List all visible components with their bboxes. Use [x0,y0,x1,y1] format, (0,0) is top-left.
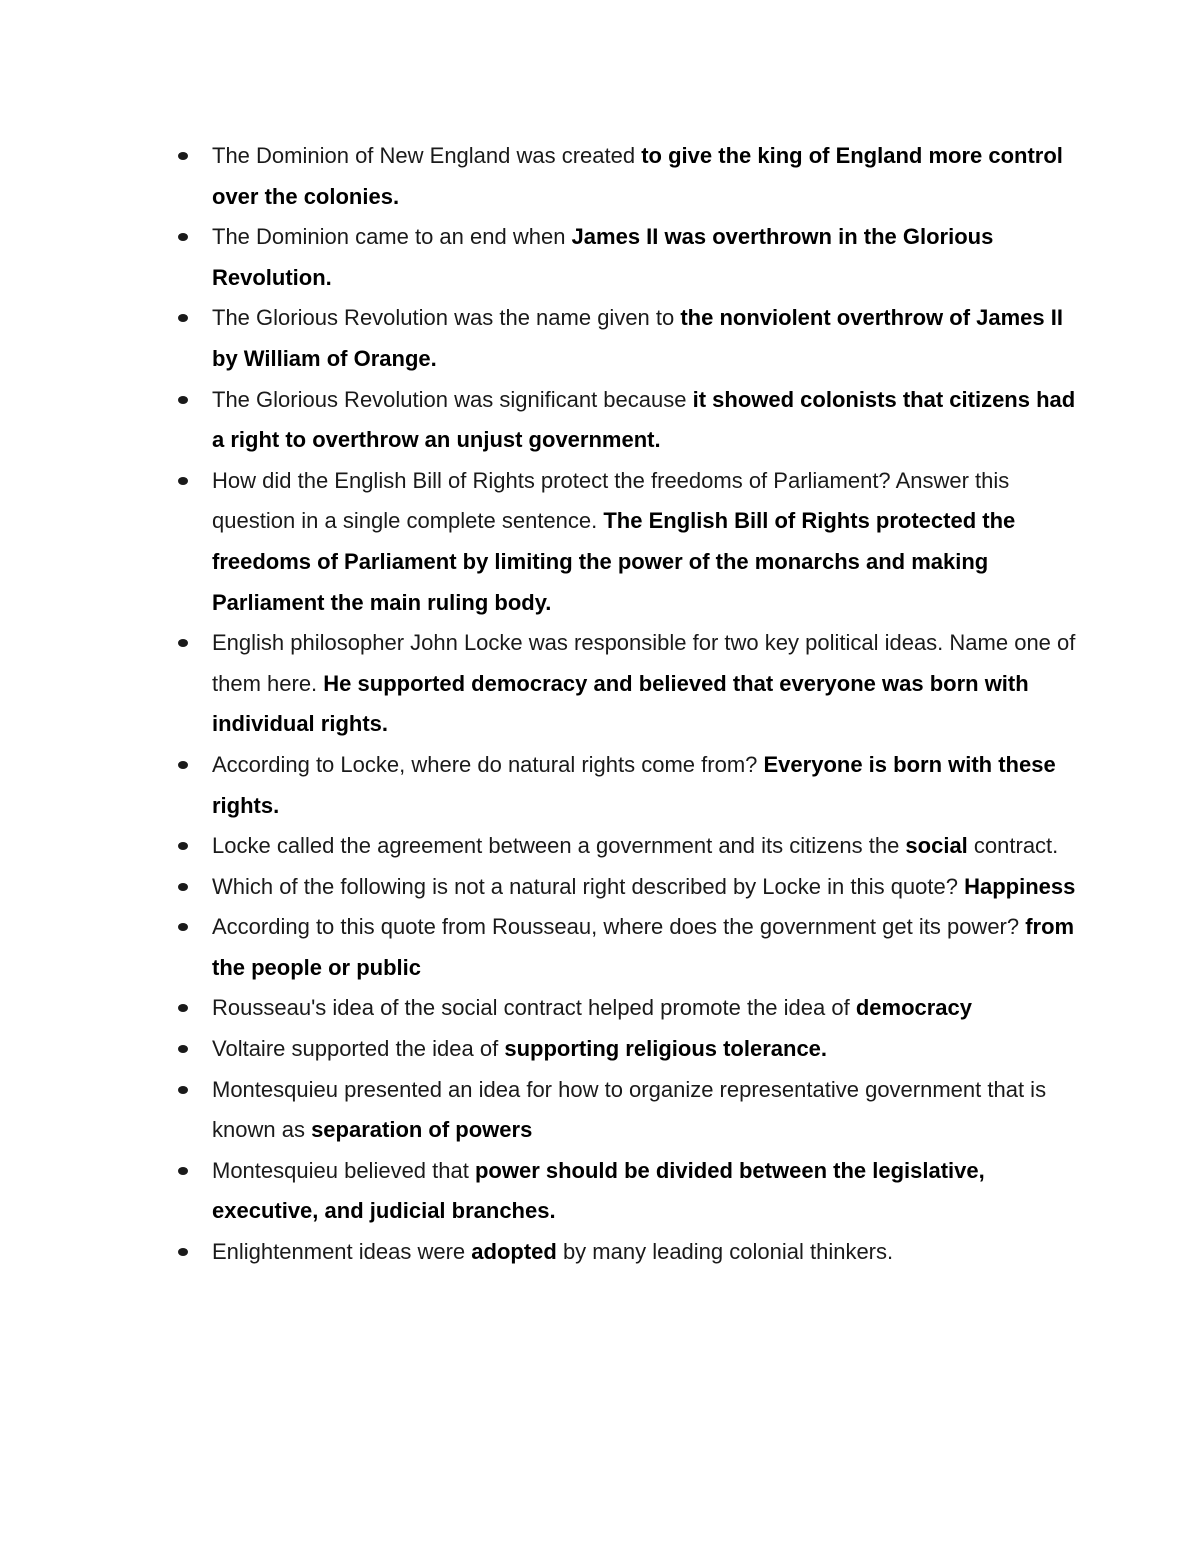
bullet-icon [178,1004,188,1012]
bullet-icon [178,842,188,850]
note-item [212,136,1082,217]
note-item [212,988,1082,1029]
note-prompt: According to Locke, where do natural rights come from? [212,751,764,777]
note-prompt: Locke called the agreement between a government and its citizens the [212,833,906,859]
note-item [212,380,1082,461]
note-answer: democracy [855,995,973,1021]
note-answer: power should be divided between the legislative, executive, and judicial branches. [212,1157,985,1224]
bullet-icon [178,477,188,485]
note-item [212,1029,1082,1070]
note-answer: the nonviolent overthrow of James II by William of Orange. [212,305,1063,371]
note-prompt: The Dominion came to an end when [212,224,572,250]
note-answer: He supported democracy and believed that everyone was born with individual rights. [212,670,1029,737]
note-tail: by many leading colonial thinkers. [556,1239,894,1265]
note-answer: separation of powers [311,1117,533,1143]
note-answer: to give the king of England more control over the colonies. [212,143,1063,209]
note-prompt: The Glorious Revolution was significant because [212,386,693,412]
note-answer: social [905,833,968,859]
note-item [212,623,1082,745]
note-answer: adopted [471,1239,557,1265]
note-prompt: Voltaire supported the idea of [212,1036,505,1062]
bullet-icon [178,1167,188,1175]
bullet-icon [178,1086,188,1094]
bullet-icon [178,396,188,404]
note-item [212,1070,1082,1151]
note-prompt: How did the English Bill of Rights protect the freedoms of Parliament? Answer this question in a single complete sentence. [212,467,1010,534]
note-prompt: English philosopher John Locke was responsible for two key political ideas. Name one of them here. [212,630,1076,696]
bullet-icon [178,314,188,322]
note-item [212,298,1082,379]
note-item [212,826,1082,867]
note-answer: from the people or public [212,914,1075,980]
note-item [212,907,1082,988]
notes-list [212,136,1082,1273]
note-item [212,217,1082,298]
bullet-icon [178,883,188,891]
bullet-icon [178,152,188,160]
bullet-icon [178,1045,188,1053]
note-answer: The English Bill of Rights protected the freedoms of Parliament by limiting the power of the monarchs and making Parliament the main ruling body. [212,508,1016,615]
note-tail: contract. [967,833,1059,859]
note-answer: it showed colonists that citizens had a right to overthrow an unjust government. [212,386,1076,453]
note-prompt: The Dominion of New England was created [212,143,642,168]
note-prompt: Enlightenment ideas were [212,1239,472,1265]
bullet-icon [178,761,188,769]
bullet-icon [178,639,188,647]
bullet-icon [178,923,188,931]
note-prompt: Montesquieu believed that [212,1157,475,1183]
note-prompt: According to this quote from Rousseau, where does the government get its power? [212,914,1026,940]
bullet-icon [178,1248,188,1256]
note-item [212,1151,1082,1232]
note-prompt: Montesquieu presented an idea for how to organize representative government that is known as [212,1076,1047,1143]
bullet-icon [178,233,188,241]
note-prompt: Rousseau's idea of the social contract helped promote the idea of [212,995,856,1021]
note-item [212,867,1082,908]
note-prompt: The Glorious Revolution was the name given to [212,305,681,331]
note-answer: James II was overthrown in the Glorious Revolution. [212,224,994,290]
note-item [212,461,1082,623]
note-item [212,745,1082,826]
note-prompt: Which of the following is not a natural right described by Locke in this quote? [212,873,965,899]
note-answer: Everyone is born with these rights. [212,751,1056,818]
note-item [212,1232,1082,1273]
note-answer: supporting religious tolerance. [504,1036,828,1062]
note-answer: Happiness [964,873,1076,899]
